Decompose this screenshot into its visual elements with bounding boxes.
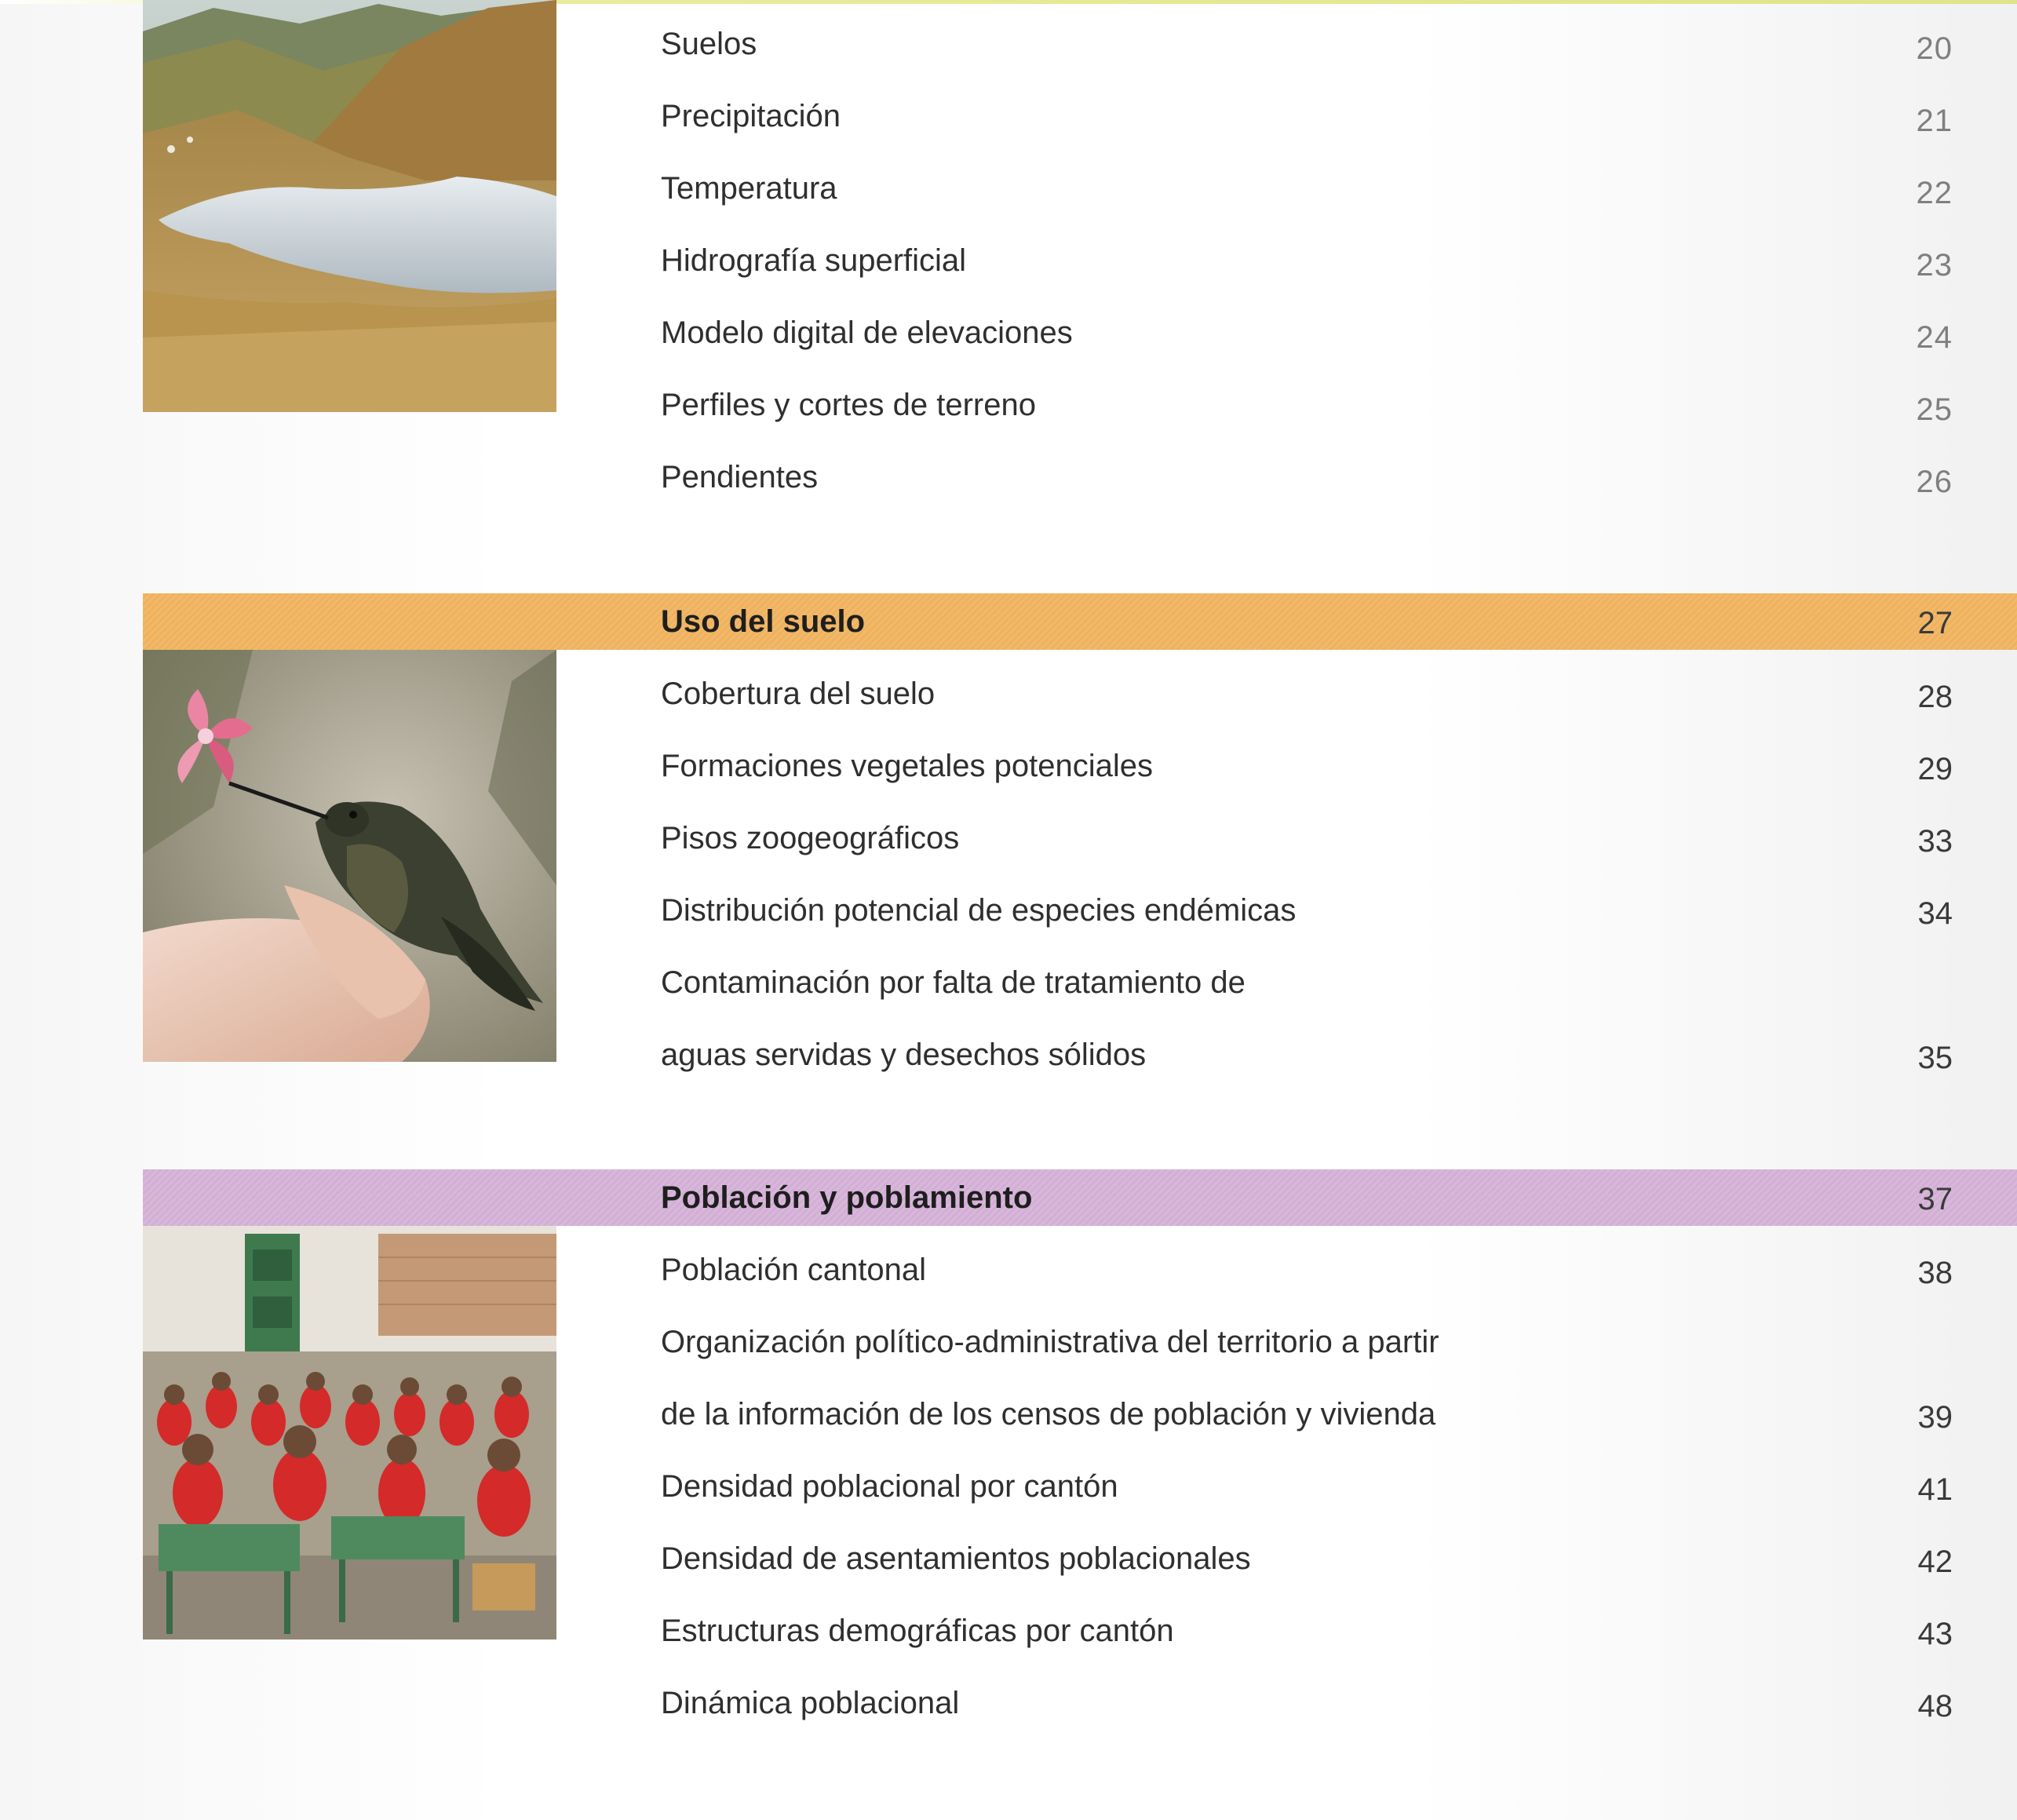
toc-entry-title: Pendientes xyxy=(661,460,819,494)
toc-entry-page: 20 xyxy=(1916,31,1953,66)
section-header-bar-uso-del-suelo xyxy=(143,593,2017,650)
toc-entry-page: 21 xyxy=(1916,104,1953,138)
toc-entry-title: Densidad de asentamientos poblacionales xyxy=(661,1541,1251,1576)
toc-entry-page: 35 xyxy=(1917,1041,1953,1075)
section-heading-page: 37 xyxy=(1917,1182,1953,1216)
toc-entry-title: Distribución potencial de especies endémicas xyxy=(661,893,1297,928)
toc-entry-page: 34 xyxy=(1917,896,1953,931)
toc-entry-page: 33 xyxy=(1917,824,1953,859)
toc-entry-title: Perfiles y cortes de terreno xyxy=(661,388,1036,422)
section-heading: Uso del suelo xyxy=(661,604,866,639)
toc-entry-title: Modelo digital de elevaciones xyxy=(661,315,1073,350)
toc-entry-page: 26 xyxy=(1916,465,1953,499)
toc-entry-title: Precipitación xyxy=(661,99,841,133)
toc-entry-page: 24 xyxy=(1916,320,1953,355)
toc-entry-page: 48 xyxy=(1917,1689,1953,1723)
toc-entry-title: de la información de los censos de población y vivienda xyxy=(661,1397,1436,1432)
toc-entry-title: Hidrografía superficial xyxy=(661,243,967,278)
toc-entry-title: Temperatura xyxy=(661,171,837,206)
toc-entry-page: 42 xyxy=(1917,1545,1953,1579)
toc-entry-page: 43 xyxy=(1917,1617,1953,1651)
toc-entry-page: 25 xyxy=(1916,392,1953,427)
section-header-bar-poblacion xyxy=(143,1169,2017,1226)
schoolchildren-classroom-photo xyxy=(143,1226,556,1639)
toc-entry-title: Contaminación por falta de tratamiento de xyxy=(661,965,1246,1000)
toc-entry-title: Formaciones vegetales potenciales xyxy=(661,749,1154,783)
section-heading: Población y poblamiento xyxy=(661,1180,1033,1215)
toc-entry-title: Pisos zoogeográficos xyxy=(661,821,960,855)
toc-entry-title: Densidad poblacional por cantón xyxy=(661,1469,1118,1504)
toc-entry-title: Población cantonal xyxy=(661,1253,927,1287)
toc-entry-page: 41 xyxy=(1917,1472,1953,1507)
hummingbird-in-hand-photo xyxy=(143,650,556,1062)
toc-entry-title: Estructuras demográficas por cantón xyxy=(661,1614,1174,1648)
toc-entry-page: 29 xyxy=(1917,752,1953,786)
toc-entry-title: Organización político-administrativa del territorio a partir xyxy=(661,1325,1439,1359)
toc-entry-title: Suelos xyxy=(661,27,757,61)
toc-entry-title: aguas servidas y desechos sólidos xyxy=(661,1038,1147,1072)
toc-entry-title: Cobertura del suelo xyxy=(661,677,936,711)
section-heading-page: 27 xyxy=(1917,606,1953,640)
mountain-lake-photo xyxy=(143,0,556,412)
toc-entry-page: 38 xyxy=(1917,1256,1953,1290)
toc-entry-page: 22 xyxy=(1916,176,1953,210)
toc-entry-page: 23 xyxy=(1916,248,1953,283)
toc-entry-page: 28 xyxy=(1917,680,1953,714)
toc-entry-title: Dinámica poblacional xyxy=(661,1686,960,1720)
toc-entry-page: 39 xyxy=(1917,1400,1953,1435)
